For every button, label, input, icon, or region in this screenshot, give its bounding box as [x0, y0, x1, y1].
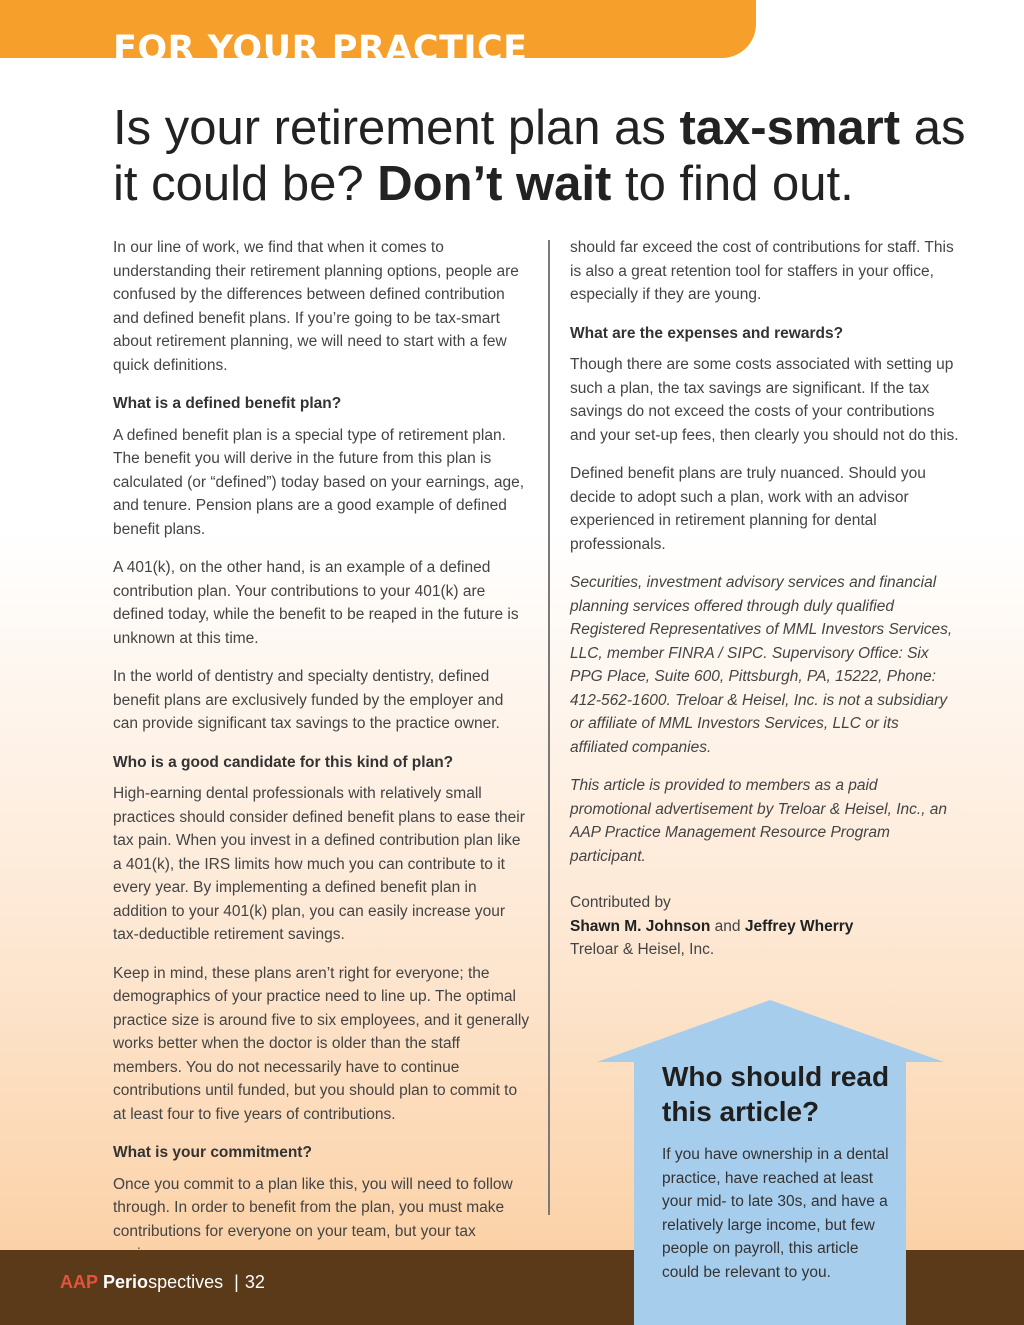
paragraph: A defined benefit plan is a special type of retirement plan. The benefit you will derive in the future from this plan is calculated (or “defined”) today based on your earnings, age, and tenure. Pension plans are a good example of defined benefit plans.: [113, 426, 524, 538]
callout-arrow-head: [597, 1000, 944, 1062]
paragraph: Once you commit to a plan like this, you will need to follow through. In order to benefit from the plan, you must make contributions for everyone on your team, but your tax: [113, 1175, 513, 1240]
company-name: Treloar & Heisel, Inc.: [570, 941, 715, 958]
footer-separator: |: [234, 1272, 239, 1292]
column-divider: [548, 240, 550, 1215]
author-name: Jeffrey Wherry: [744, 917, 854, 935]
paragraph: In the world of dentistry and specialty dentistry, defined benefit plans are exclusively funded by the employer and can provide significant tax savings to the practice owner.: [113, 668, 504, 732]
headline-bold: Don’t wait: [377, 157, 612, 211]
subheading: What is a defined benefit plan?: [113, 395, 342, 412]
paragraph: Keep in mind, these plans aren’t right for everyone; the demographics of your practice need to line up. The optimal practice size is around five to six employees, and it generally works better when the doctor is older than the staff members. You do not necessarily have to continue contributions until funded, but you should plan to commit to at least four to five years of contributions.: [113, 964, 530, 1123]
paragraph: should far exceed the cost of contributions for staff. This is also a great retention tool for staffers in your office, especially if they are young.: [570, 239, 954, 303]
headline-part: to find out.: [611, 157, 854, 211]
headline: [113, 100, 973, 212]
headline-part: Is your retirement plan as: [113, 101, 680, 155]
disclaimer: This article is provided to members as a paid promotional advertisement by Treloar & Heisel, Inc., an AAP Practice Management Resource Program participant.: [570, 777, 948, 865]
paragraph: Defined benefit plans are truly nuanced. Should you decide to adopt such a plan, work with an advisor experienced in retirement planning for dental professionals.: [570, 465, 926, 553]
disclaimer: Securities, investment advisory services and financial planning services offered through duly qualified Registered Representatives of MML Investors Services, LLC, member FINRA / SIPC. Supervisory Office: Six PPG Place, Suite 600, Pittsburgh, PA, 15222, Phone: 412-562-1600. Treloar & Heisel, Inc. is not a subsidiary or affiliate of MML Investors Services, LLC or its affiliated companies.: [570, 574, 953, 756]
paragraph: A 401(k), on the other hand, is an example of a defined contribution plan. Your contributions to your 401(k) are defined today, while the benefit to be reaped in the future is unknown at this time.: [113, 559, 519, 647]
author-name: Shawn M. Johnson: [570, 917, 711, 935]
footer-aap: AAP: [60, 1272, 99, 1292]
right-column: [570, 236, 960, 962]
subheading: Who is a good candidate for this kind of plan?: [113, 753, 454, 771]
contributor-credit: [570, 891, 960, 962]
authors: [570, 915, 960, 939]
footer-publication: [60, 1272, 265, 1293]
subheading: What are the expenses and rewards?: [570, 324, 844, 342]
callout-body: If you have ownership in a dental practice, have reached at least your mid- to late 30s, and have a relatively large income, but few people on payroll, this article could be relevant to you.: [662, 1146, 889, 1281]
headline-part: as it could be?: [113, 101, 966, 211]
callout-title: Who should read this article?: [662, 1061, 890, 1127]
left-column: [113, 236, 531, 1282]
paragraph: Though there are some costs associated with setting up such a plan, the tax savings are significant. If the tax savings do not exceed the costs of your contributions and your set-up fees, then clearly you should not do this.: [570, 356, 959, 444]
headline-bold: tax-smart: [679, 101, 901, 155]
author-conjunction: and: [710, 917, 745, 935]
contributed-by-label: Contributed by: [570, 894, 671, 911]
footer-spectives: spectives: [148, 1272, 224, 1292]
intro-paragraph: In our line of work, we find that when it comes to understanding their retirement planning options, people are confused by the differences between defined contribution and defined benefit plans. If you’re going to be tax-smart about retirement planning, we will need to start with a few quick definitions.: [113, 239, 519, 374]
subheading: What is your commitment?: [113, 1144, 312, 1161]
section-label: FOR YOUR PRACTICE: [113, 29, 528, 64]
page-number: 32: [244, 1272, 265, 1292]
paragraph: High-earning dental professionals with relatively small practices should consider defined benefit plans to ease their tax pain. When you invest in a defined contribution plan like a 401(k), the IRS limits how much you can contribute to it every year. By implementing a defined benefit plan in addition to your 401(k) plan, you can easily increase your tax-deductible retirement savings.: [113, 785, 525, 943]
footer-perio: Perio: [103, 1272, 149, 1292]
